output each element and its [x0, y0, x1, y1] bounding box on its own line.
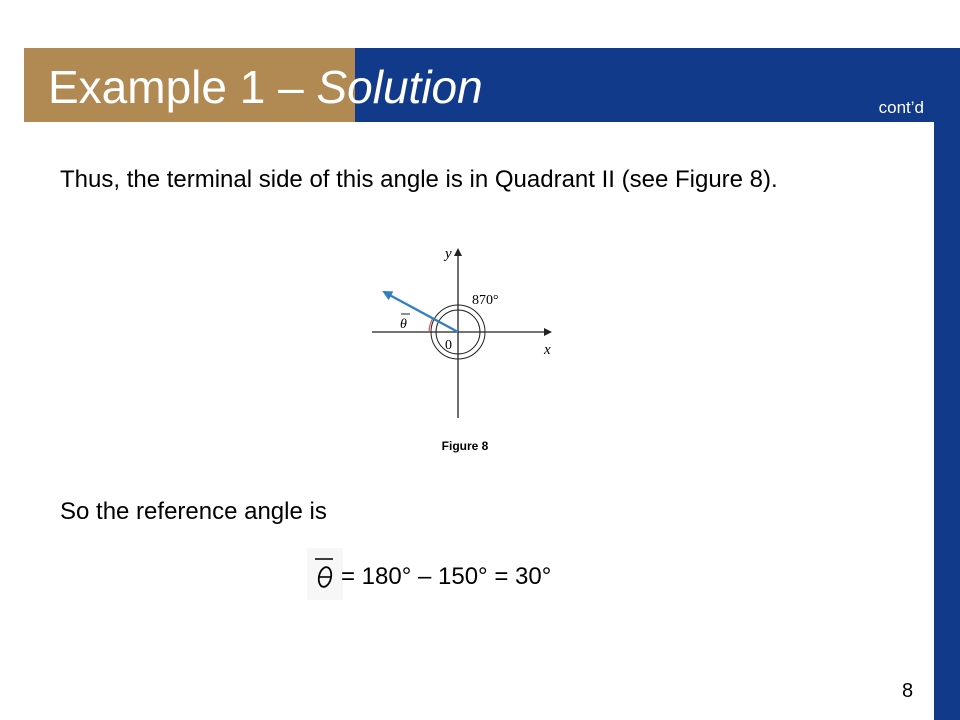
continued-label: cont’d [878, 98, 924, 117]
y-axis-label: y [445, 246, 452, 262]
figure-caption: Figure 8 [441, 439, 489, 453]
reference-angle-equation: = 180° – 150° = 30° [341, 563, 552, 590]
figure-8-diagram [352, 232, 588, 428]
terminal-side-arrow [384, 292, 458, 332]
origin-label: 0 [445, 338, 452, 353]
title-emphasis: Solution [316, 61, 483, 113]
title-main: Example 1 – [48, 61, 317, 113]
reference-angle-lead: So the reference angle is [60, 498, 327, 525]
page-number: 8 [902, 680, 914, 702]
body-paragraph: Thus, the terminal side of this angle is in Quadrant II (see Figure 8). [60, 166, 778, 193]
side-accent-bar [934, 48, 960, 720]
x-axis-label: x [544, 342, 551, 358]
slide-title [48, 52, 483, 122]
theta-bar-symbol [307, 548, 343, 600]
theta-label: θ [400, 317, 407, 332]
angle-label: 870° [472, 293, 499, 308]
